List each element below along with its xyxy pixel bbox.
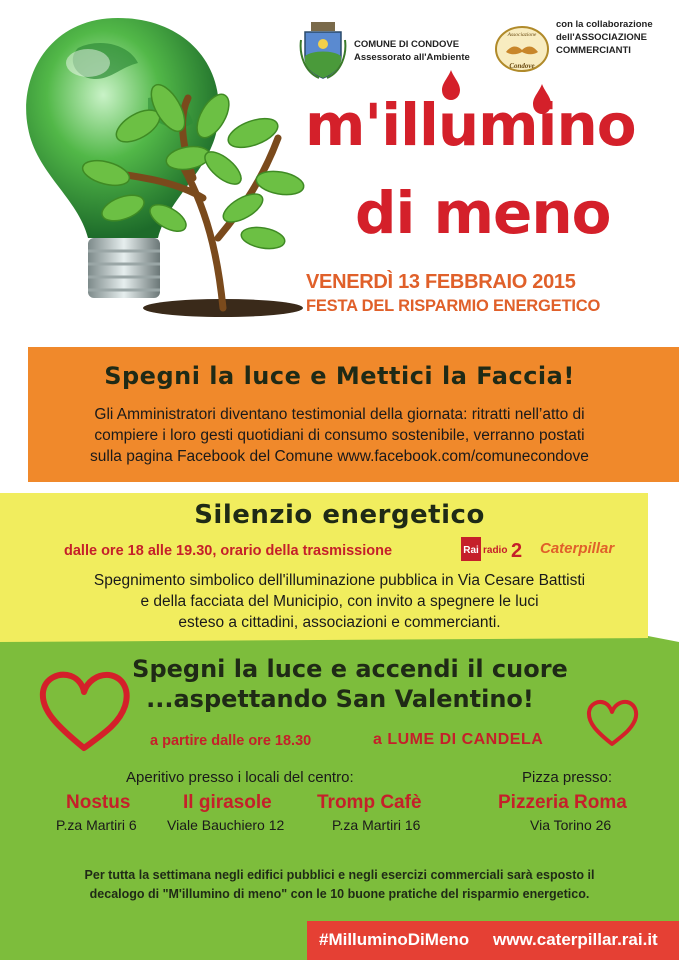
associazione-logo <box>494 24 550 74</box>
venue-address: P.za Martiri 6 <box>56 817 137 833</box>
assoc-logo-bottom-text: Condove <box>509 62 535 70</box>
lightbulb-tree-illustration <box>18 8 308 328</box>
venue-name: Nostus <box>66 792 131 813</box>
section1-text <box>0 404 679 467</box>
section2-line-2: e della facciata del Municipio, con invito a spegnere le luci <box>140 593 539 610</box>
section3-heading-line-2: ...aspettando San Valentino! <box>146 685 534 713</box>
assoc-logo-top-text: Associazione <box>507 32 537 38</box>
section1-line-3: sulla pagina Facebook del Comune www.facebook.com/comunecondove <box>90 448 589 465</box>
event-date: VENERDÌ 13 FEBBRAIO 2015 <box>306 271 576 293</box>
venue-address: P.za Martiri 16 <box>332 817 421 833</box>
assessorato-name: Assessorato all'Ambiente <box>354 52 470 63</box>
collab-line-1: con la collaborazione <box>556 19 653 30</box>
radio2-number: 2 <box>511 540 523 561</box>
weekly-note <box>0 866 679 904</box>
aperitivo-label: Aperitivo presso i locali del centro: <box>126 769 354 786</box>
section3-heading-line-1: Spegni la luce e accendi il cuore <box>132 655 568 683</box>
title-line-2: di meno <box>355 179 611 247</box>
collab-line-2: dell'ASSOCIAZIONE <box>556 32 647 43</box>
radio2-label: radio <box>483 545 508 556</box>
venue-address: Via Torino 26 <box>530 817 612 833</box>
section3-start-time: a partire dalle ore 18.30 <box>150 733 312 749</box>
rai-label: Rai <box>463 545 479 556</box>
comune-block <box>354 38 470 64</box>
section1-heading: Spegni la luce e Mettici la Faccia! <box>104 362 575 390</box>
section2-line-3: esteso a cittadini, associazioni e commercianti. <box>178 614 501 631</box>
section3-candlelight: a LUME DI CANDELA <box>373 731 544 748</box>
section1-line-1: Gli Amministratori diventano testimonial della giornata: ritratti nell’atto di <box>94 406 585 423</box>
section1-line-2: compiere i loro gesti quotidiani di consumo sostenibile, verranno postati <box>94 427 585 444</box>
event-subtitle: FESTA DEL RISPARMIO ENERGETICO <box>306 297 601 315</box>
band-divider <box>0 636 679 652</box>
collab-line-3: COMMERCIANTI <box>556 45 631 56</box>
caterpillar-logo: Caterpillar <box>540 540 615 557</box>
weekly-note-line-1: Per tutta la settimana negli edifici pubblici e negli esercizi commerciali sarà esposto il <box>84 868 595 882</box>
venue-name: Tromp Cafè <box>317 792 422 813</box>
title-line-1: m'illumino <box>305 91 636 159</box>
venue-name: Il girasole <box>183 792 272 813</box>
section2-line-1: Spegnimento simbolico dell'illuminazione pubblica in Via Cesare Battisti <box>93 572 586 589</box>
section2-text <box>0 570 679 633</box>
website-link[interactable]: www.caterpillar.rai.it <box>493 930 658 949</box>
hashtag: #MilluminoDiMeno <box>319 930 470 949</box>
weekly-note-line-2: decalogo di "M'illumino di meno" con le 10 buone pratiche del risparmio energetico. <box>89 887 590 901</box>
rai-radio2-logo <box>461 537 531 561</box>
section2-heading: Silenzio energetico <box>194 500 485 530</box>
comune-crest-icon <box>299 20 347 80</box>
venue-address: Viale Bauchiero 12 <box>167 817 285 833</box>
venue-name: Pizzeria Roma <box>498 792 627 813</box>
collab-block <box>556 18 653 57</box>
section2-orario: dalle ore 18 alle 19.30, orario della trasmissione <box>64 543 393 559</box>
pizza-label: Pizza presso: <box>522 769 613 786</box>
comune-name: COMUNE DI CONDOVE <box>354 39 460 50</box>
